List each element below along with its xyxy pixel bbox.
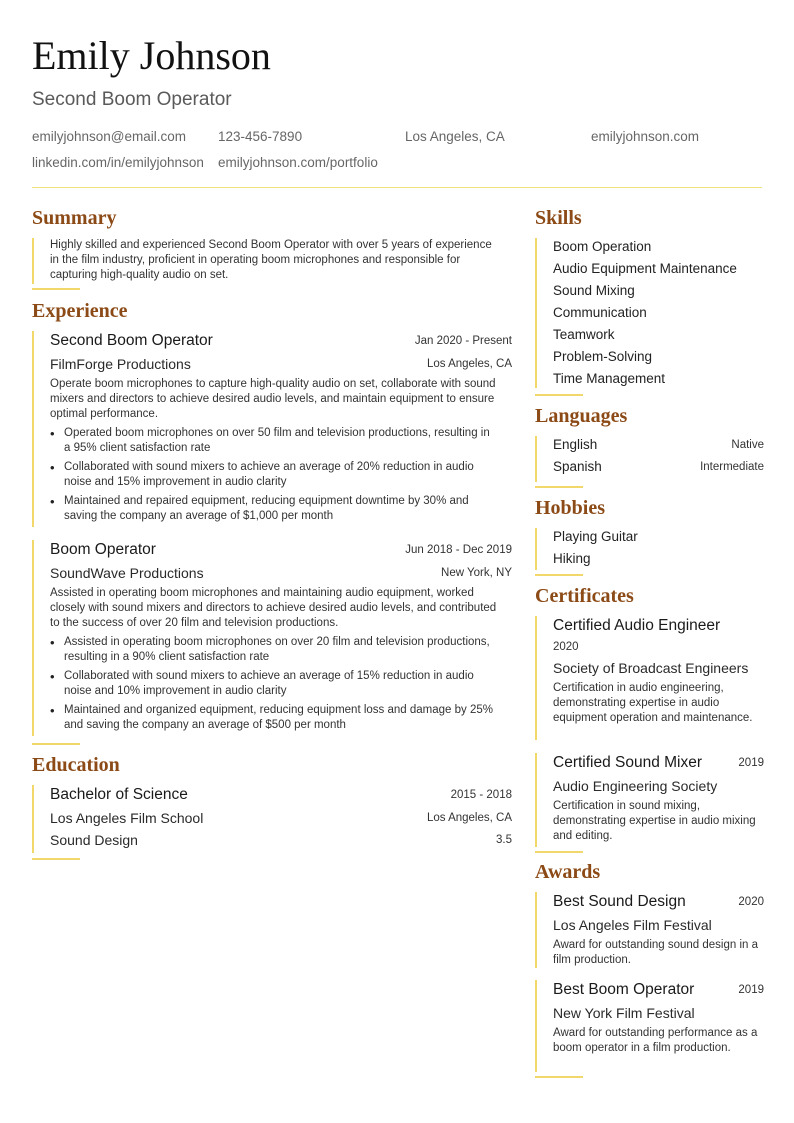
certificates-heading: Certificates bbox=[535, 585, 634, 607]
skill-item: Boom Operation bbox=[553, 239, 652, 254]
contact-location: Los Angeles, CA bbox=[405, 129, 505, 144]
job-bullet: • Assisted in operating boom microphones on over 20 film and television productions, resulting in a 90% client satisfaction rate bbox=[50, 635, 494, 665]
job-company: FilmForge Productions bbox=[50, 356, 191, 372]
education-entry bbox=[32, 785, 512, 853]
education-underline bbox=[32, 858, 80, 860]
awards-heading: Awards bbox=[535, 861, 601, 883]
education-degree: Bachelor of Science bbox=[50, 786, 188, 803]
skills-underline bbox=[535, 394, 583, 396]
language-name: Spanish bbox=[553, 459, 602, 474]
language-name: English bbox=[553, 437, 598, 452]
experience-heading: Experience bbox=[32, 300, 128, 322]
award-year: 2019 bbox=[738, 984, 764, 996]
certificate-description: Certification in sound mixing, demonstrating expertise in audio mixing and editing. bbox=[553, 800, 756, 842]
languages-underline bbox=[535, 486, 583, 488]
job-location: Los Angeles, CA bbox=[426, 358, 512, 370]
award-entry bbox=[535, 980, 764, 1072]
skill-item: Audio Equipment Maintenance bbox=[553, 261, 737, 276]
job-bullet: • Maintained and organized equipment, reducing equipment loss and damage by 25% and saving the company an average of $500 per month bbox=[50, 703, 494, 733]
award-issuer: New York Film Festival bbox=[553, 1005, 695, 1021]
job-company: SoundWave Productions bbox=[50, 565, 204, 581]
hobbies-list bbox=[535, 528, 764, 570]
certificate-entry bbox=[535, 753, 764, 847]
languages-list bbox=[535, 436, 764, 482]
education-gpa: 3.5 bbox=[496, 834, 512, 846]
award-description: Award for outstanding performance as a boom operator in a film production. bbox=[553, 1027, 758, 1054]
education-location: Los Angeles, CA bbox=[426, 812, 512, 824]
skill-item: Sound Mixing bbox=[553, 283, 635, 298]
hobbies-heading: Hobbies bbox=[535, 497, 606, 519]
certificate-entry bbox=[535, 616, 764, 740]
skill-item: Communication bbox=[553, 305, 647, 320]
job-bullet: • Maintained and repaired equipment, reducing equipment downtime by 30% and saving the company an average of $1,000 per month bbox=[50, 494, 494, 524]
hobbies-underline bbox=[535, 574, 583, 576]
certificate-name: Certified Sound Mixer bbox=[553, 754, 703, 771]
candidate-title: Second Boom Operator bbox=[32, 89, 232, 110]
languages-heading: Languages bbox=[535, 405, 628, 427]
contact-website[interactable]: emilyjohnson.com bbox=[591, 129, 700, 144]
job-bullet: • Operated boom microphones on over 50 film and television productions, resulting in a 95% client satisfaction rate bbox=[50, 426, 494, 456]
education-field: Sound Design bbox=[50, 832, 138, 848]
job-bullet: • Collaborated with sound mixers to achieve an average of 15% reduction in audio noise and 10% improvement in audio clarity bbox=[50, 669, 494, 699]
job-description: Operate boom microphones to capture high-quality audio on set, collaborate with sound mixers and directors to achieve desired audio levels, and maintain equipment to ensure optimal performance. bbox=[50, 378, 496, 420]
job-entry bbox=[32, 540, 512, 736]
contact-phone[interactable]: 123-456-7890 bbox=[218, 129, 303, 144]
job-location: New York, NY bbox=[441, 567, 512, 579]
certificate-year: 2019 bbox=[738, 757, 764, 769]
experience-underline bbox=[32, 743, 80, 745]
certificate-issuer: Audio Engineering Society bbox=[553, 778, 718, 794]
contact-email[interactable]: emilyjohnson@email.com bbox=[32, 129, 187, 144]
education-dates: 2015 - 2018 bbox=[450, 789, 512, 801]
skill-item: Problem-Solving bbox=[553, 349, 653, 364]
award-description: Award for outstanding sound design in a film production. bbox=[553, 939, 759, 966]
language-level: Native bbox=[731, 439, 764, 451]
award-issuer: Los Angeles Film Festival bbox=[553, 917, 712, 933]
job-title: Boom Operator bbox=[50, 541, 156, 558]
job-title: Second Boom Operator bbox=[50, 332, 213, 349]
contact-linkedin[interactable]: linkedin.com/in/emilyjohnson bbox=[32, 155, 204, 170]
skills-list bbox=[535, 238, 764, 388]
education-heading: Education bbox=[32, 754, 120, 776]
summary-text: Highly skilled and experienced Second Boom Operator with over 5 years of experience in the film industry, proficient in operating boom microphones and responsible for capturing high-quality audio on set. bbox=[50, 239, 492, 281]
hobby-item: Playing Guitar bbox=[553, 529, 638, 544]
job-dates: Jan 2020 - Present bbox=[414, 335, 512, 347]
certificate-description: Certification in audio engineering, demonstrating expertise in audio equipment operation and maintenance. bbox=[553, 682, 753, 724]
language-level: Intermediate bbox=[700, 461, 764, 473]
award-name: Best Sound Design bbox=[553, 893, 686, 910]
job-entry bbox=[32, 331, 512, 527]
certificates-underline bbox=[535, 851, 583, 853]
summary-block bbox=[32, 238, 504, 284]
job-description: Assisted in operating boom microphones and maintaining audio equipment, worked closely with sound mixers and directors to achieve desired audio levels, and contributed to the success of over 20 film and television productions. bbox=[50, 587, 497, 629]
certificate-year: 2020 bbox=[553, 641, 579, 653]
education-school: Los Angeles Film School bbox=[50, 810, 204, 826]
awards-underline bbox=[535, 1076, 583, 1078]
skill-item: Time Management bbox=[553, 371, 666, 386]
summary-underline bbox=[32, 288, 80, 290]
skill-item: Teamwork bbox=[553, 327, 615, 342]
award-entry bbox=[535, 892, 764, 968]
hobby-item: Hiking bbox=[553, 551, 591, 566]
award-name: Best Boom Operator bbox=[553, 981, 695, 998]
certificate-name: Certified Audio Engineer bbox=[553, 617, 721, 634]
award-year: 2020 bbox=[738, 896, 764, 908]
summary-heading: Summary bbox=[32, 207, 117, 229]
job-dates: Jun 2018 - Dec 2019 bbox=[405, 544, 512, 556]
certificate-issuer: Society of Broadcast Engineers bbox=[553, 660, 749, 676]
candidate-name: Emily Johnson bbox=[32, 33, 271, 78]
skills-heading: Skills bbox=[535, 207, 582, 229]
header-divider bbox=[32, 187, 762, 188]
contact-portfolio[interactable]: emilyjohnson.com/portfolio bbox=[218, 155, 378, 170]
job-bullet: • Collaborated with sound mixers to achieve an average of 20% reduction in audio noise and 15% improvement in audio clarity bbox=[50, 460, 494, 490]
